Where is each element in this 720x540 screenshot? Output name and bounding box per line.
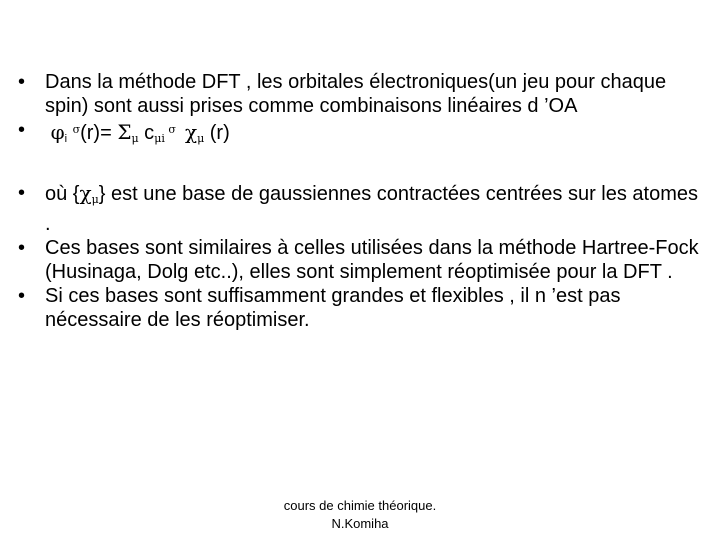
footer-course: cours de chimie théorique. bbox=[283, 498, 437, 513]
footer-author: N.Komiha bbox=[331, 516, 389, 531]
sum-subscript: μ bbox=[131, 132, 139, 145]
bullet-text: Dans la méthode DFT , les orbitales électroniques(un jeu pour chaque spin) sont aussi prises comme combinaisons linéaires d ’OA bbox=[45, 71, 667, 117]
bullet-list bbox=[18, 70, 708, 332]
chi-symbol: χ bbox=[79, 181, 92, 205]
coefficient: c bbox=[138, 122, 155, 144]
bullet-text: Ces bases sont similaires à celles utilisées dans la méthode Hartree-Fock (Husinaga, Dolg etc..), elles sont simplement réoptimisée pour la DFT . bbox=[45, 237, 699, 283]
bullet-similar-bases bbox=[18, 236, 708, 284]
bullet-text bbox=[45, 183, 698, 235]
chi-subscript: μ bbox=[91, 193, 99, 206]
chi-symbol: χ bbox=[184, 120, 198, 144]
phi-subscript: i bbox=[64, 133, 68, 145]
phi-symbol: φ bbox=[50, 120, 65, 144]
bullet-dot: • bbox=[18, 285, 26, 307]
bullet-dft-orbitals bbox=[18, 70, 708, 118]
bullet-dot: • bbox=[18, 71, 26, 93]
formula-tail: (r) bbox=[204, 122, 230, 144]
coefficient-subscript: μi bbox=[154, 132, 165, 145]
bullet-text: Si ces bases sont suffisamment grandes et flexibles , il n ’est pas nécessaire de les réoptimiser. bbox=[45, 285, 621, 331]
bullet-dot: • bbox=[18, 237, 26, 259]
bullet-dot: • bbox=[18, 182, 26, 204]
text-post: } est une base de gaussiennes contractées centrées sur les atomes . bbox=[45, 183, 699, 235]
formula bbox=[45, 122, 230, 144]
chi-subscript: μ bbox=[197, 132, 205, 145]
sum-symbol: Σ bbox=[117, 120, 132, 144]
coefficient-superscript: σ bbox=[164, 123, 180, 136]
bullet-reoptimize bbox=[18, 284, 708, 332]
text-pre: où { bbox=[45, 183, 80, 205]
sigma-superscript: σ bbox=[72, 123, 81, 136]
bullet-gaussian-basis bbox=[18, 181, 708, 236]
bullet-formula bbox=[18, 118, 708, 151]
formula-argument: (r)= bbox=[80, 122, 118, 144]
bullet-dot: • bbox=[18, 119, 26, 141]
slide-footer bbox=[240, 497, 480, 533]
